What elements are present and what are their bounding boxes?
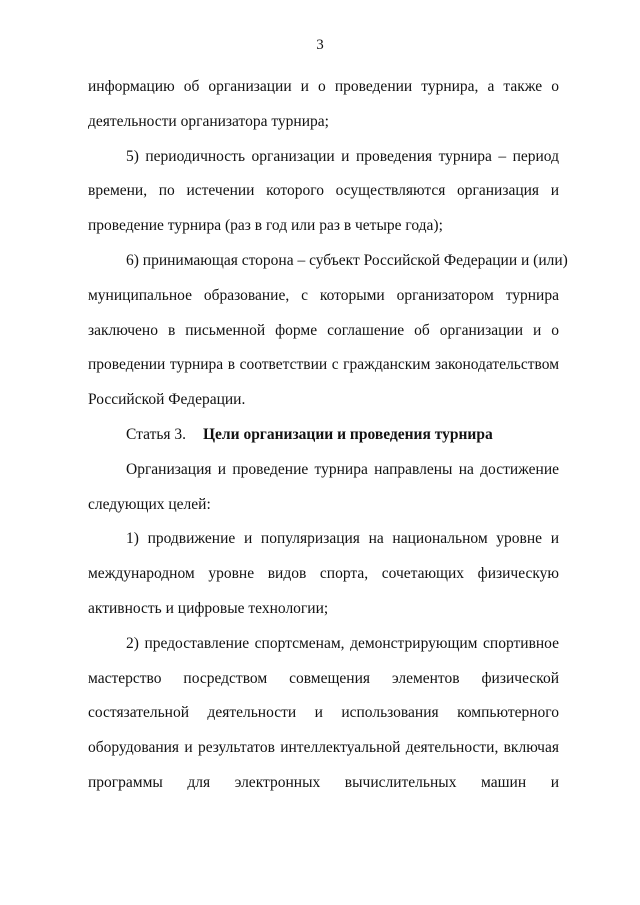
list-item-6-line: Российской Федерации. bbox=[88, 391, 246, 409]
goal-item-2-line: 2) предоставление спортсменам, демонстрирующим спортивное bbox=[126, 634, 559, 652]
list-item-6-line: заключено в письменной форме соглашение об организации и о bbox=[88, 321, 559, 339]
list-item-5-line: 5) периодичность организации и проведения турнира – период bbox=[126, 147, 559, 165]
goal-item-1-line: 1) продвижение и популяризация на национальном уровне и bbox=[126, 530, 559, 548]
text-line: деятельности организатора турнира; bbox=[88, 112, 329, 130]
paragraph-line: следующих целей: bbox=[88, 495, 211, 513]
article-title: Цели организации и проведения турнира bbox=[203, 425, 493, 443]
list-item-6-line: проведении турнира в соответствии с гражданским законодательством bbox=[88, 356, 559, 374]
goal-item-1-line: международном уровне видов спорта, сочетающих физическую bbox=[88, 565, 559, 583]
list-item-6-line: 6) принимающая сторона – субъект Российской Федерации и (или) bbox=[126, 251, 568, 269]
goal-item-2-line: программы для электронных вычислительных машин и bbox=[88, 773, 559, 791]
paragraph-line: Организация и проведение турнира направлены на достижение bbox=[126, 460, 559, 478]
goal-item-2-line: оборудования и результатов интеллектуальной деятельности, включая bbox=[88, 739, 559, 757]
page-number: 3 bbox=[316, 37, 324, 53]
document-body bbox=[88, 70, 568, 801]
list-item-6-line: муниципальное образование, с которыми организатором турнира bbox=[88, 286, 559, 304]
list-item-5-line: проведение турнира (раз в год или раз в четыре года); bbox=[88, 217, 443, 235]
goal-item-2-line: состязательной деятельности и использования компьютерного bbox=[88, 704, 559, 722]
list-item-5-line: времени, по истечении которого осуществляются организация и bbox=[88, 182, 559, 200]
goal-item-2-line: мастерство посредством совмещения элементов физической bbox=[88, 669, 559, 687]
text-line: информацию об организации и о проведении турнира, а также о bbox=[88, 78, 559, 95]
article-heading bbox=[88, 418, 559, 453]
goal-item-1-line: активность и цифровые технологии; bbox=[88, 599, 329, 617]
article-number: Статья 3. bbox=[126, 425, 187, 443]
